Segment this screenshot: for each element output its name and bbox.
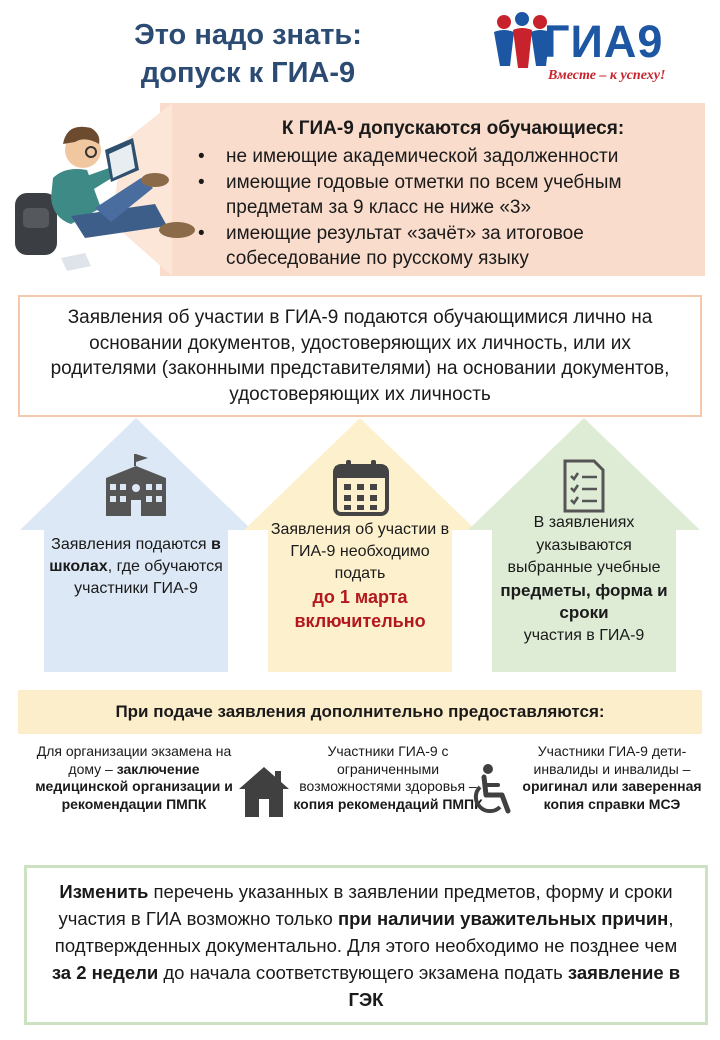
home-exam-docs: Для организации экзамена на дому – заключение медицинской организации и рекомендации ПМПК: [35, 743, 233, 812]
additional-docs-header: При подаче заявления дополнительно предоставляются:: [18, 690, 702, 734]
change-conditions-box: [24, 865, 708, 1025]
title-line-2: допуск к ГИА-9: [140, 57, 356, 89]
page-title: [88, 16, 408, 92]
house-icon: [237, 763, 291, 821]
wheelchair-icon: [466, 763, 518, 819]
logo-text: ГИА9: [544, 16, 664, 67]
logo-slogan: Вместе – к успеху!: [548, 68, 666, 83]
disability-docs: Участники ГИА-9 дети-инвалиды и инвалиды – оригинал или заверенная копия справки МСЭ: [522, 743, 702, 812]
applications-text: Заявления об участии в ГИА-9 подаются обучающимися лично на основании документов, удостоверяющих их личность, или их родителями (законными представителями) на основании документов, удостоверяющих их личность: [50, 307, 670, 405]
list-item: • имеющие результат «зачёт» за итоговое собеседование по русскому языку: [196, 221, 696, 272]
admission-title: К ГИА-9 допускаются обучающиеся:: [281, 118, 625, 139]
arrow-text-deadline: Заявления об участии в ГИА-9 необходимо подать до 1 марта включительно: [268, 519, 452, 633]
arrow-text-school: Заявления подаются в школах, где обучаются участники ГИА-9: [49, 536, 223, 597]
title-line-1: Это надо знать:: [134, 19, 362, 51]
calendar-icon: [332, 458, 390, 518]
admission-list: [196, 144, 696, 272]
arrow-card-deadline: [244, 418, 476, 672]
list-item: • не имеющие академической задолженности: [196, 144, 696, 170]
list-item: • имеющие годовые отметки по всем учебным предметам за 9 класс не ниже «3»: [196, 170, 696, 221]
deadline-highlight: до 1 марта включительно: [294, 587, 426, 631]
applications-info-box: [18, 295, 702, 417]
arrow-card-school: [20, 418, 252, 672]
arrow-card-subjects: [468, 418, 700, 672]
arrow-text-subjects: В заявлениях указываются выбранные учебные предметы, форма и сроки участия в ГИА-9: [500, 514, 668, 644]
school-building-icon: [100, 452, 172, 524]
limited-health-docs: Участники ГИА-9 с ограниченными возможностями здоровья – копия рекомендаций ПМПК: [293, 743, 483, 812]
change-text: Изменить перечень указанных в заявлении предметов, форму и сроки участия в ГИА возможно только при наличии уважительных причин, подтвержденных документально. Для этого необходимо не позднее чем за 2 недели до начала соответствующего экзамена подать заявление в ГЭК: [51, 880, 681, 1010]
checklist-icon: [562, 458, 606, 514]
student-reading-icon: [5, 108, 210, 278]
